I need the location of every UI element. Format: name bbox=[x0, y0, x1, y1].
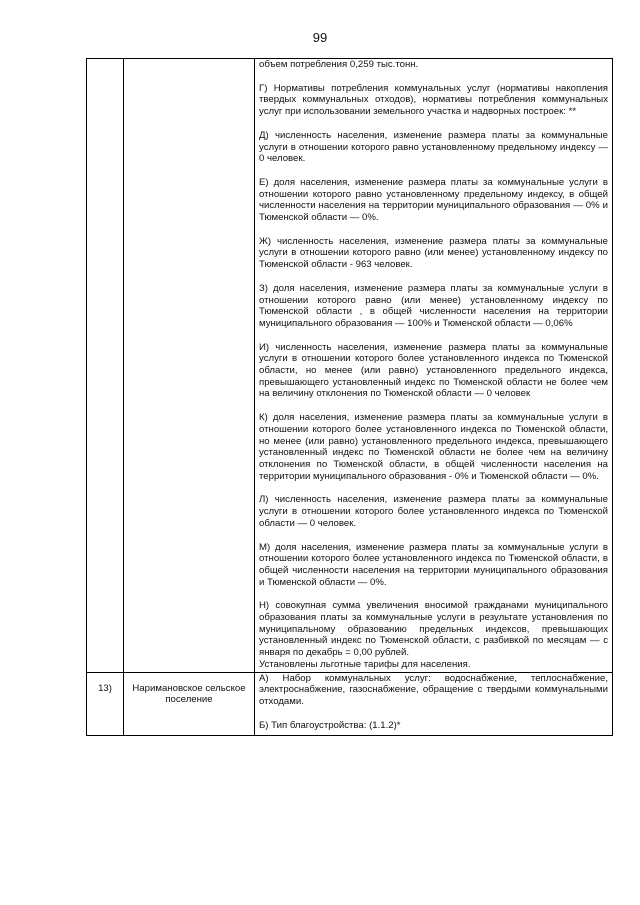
row-number-cell: 13) bbox=[87, 672, 124, 736]
details-cell bbox=[255, 672, 613, 736]
footer-note: Установлены льготные тарифы для населения. bbox=[259, 658, 471, 670]
table-row bbox=[87, 59, 613, 673]
paragraph: И) численность населения, изменение размера платы за коммунальные услуги в отношении которого более установленного индекса по Тюменской области, но менее (или равно) установленного предельного индекса, превышающего установленный индекс по Тюменской области не более чем на величину отклонения по Тюменской области — 0 человек bbox=[259, 341, 608, 400]
page-number: 99 bbox=[312, 30, 328, 45]
paragraph: Ж) численность населения, изменение размера платы за коммунальные услуги в отношении которого равно (или менее) установленному индексу по Тюменской области - 963 человек. bbox=[259, 235, 608, 271]
paragraph: Б) Тип благоустройства: (1.1.2)* bbox=[259, 719, 401, 731]
settlement-name-cell: Наримановское сельское поселение bbox=[124, 672, 255, 736]
paragraph: Е) доля населения, изменение размера платы за коммунальные услуги в отношении которого равно установленному предельному индексу, в общей численности населения на территории муниципального образования — 0% и Тюменской области — 0%. bbox=[259, 176, 608, 224]
paragraph: Л) численность населения, изменение размера платы за коммунальные услуги в отношении которого более установленного индекса по Тюменской области — 0 человек. bbox=[259, 494, 608, 529]
paragraph: Н) совокупная сумма увеличения вносимой гражданами муниципального образования платы за коммунальные услуги в результате установления по муниципальному образованию предельных индексов, превышающих установленный индекс по Тюменской области, с разбивкой по месяцам — с января по декабрь = 0,00 рублей. bbox=[259, 600, 608, 659]
paragraph: Г) Нормативы потребления коммунальных услуг (нормативы накопления твердых коммунальных отходов), нормативы потребления коммунальных услуг при использовании земельного участка и надворных построек: ** bbox=[259, 82, 608, 118]
details-cell bbox=[255, 59, 613, 673]
paragraph: А) Набор коммунальных услуг: водоснабжение, теплоснабжение, электроснабжение, газоснабжение, обращение с твердыми коммунальными отходами. bbox=[259, 672, 608, 707]
paragraph: Д) численность населения, изменение размера платы за коммунальные услуги в отношении которого равно установленному предельному индексу — 0 человек. bbox=[259, 129, 608, 165]
document-table bbox=[86, 58, 613, 736]
table-row bbox=[87, 672, 613, 736]
paragraph: З) доля населения, изменение размера платы за коммунальные услуги в отношении которого равно (или менее) установленному индексу по Тюменской области , в общей численности населения на территории муниципального образования — 100% и Тюменской области — 0,06% bbox=[259, 282, 608, 329]
paragraph: М) доля населения, изменение размера платы за коммунальные услуги в отношении которого более установленного индекса по Тюменской области, в общей численности населения на территории муниципального образования и Тюменской области — 0%. bbox=[259, 541, 608, 588]
paragraph: К) доля населения, изменение размера платы за коммунальные услуги в отношении которого более установленного индекса по Тюменской области, но менее (или равно) установленного предельного индекса, превышающего установленный индекс по Тюменской области не более чем на величину отклонения по Тюменской области, в общей численности населения на территории муниципального образования - 0% и Тюменской области — 0%. bbox=[259, 412, 608, 482]
row-number-cell bbox=[87, 59, 124, 673]
settlement-name-cell bbox=[124, 59, 255, 673]
paragraph: объем потребления 0,259 тыс.тонн. bbox=[259, 59, 419, 70]
